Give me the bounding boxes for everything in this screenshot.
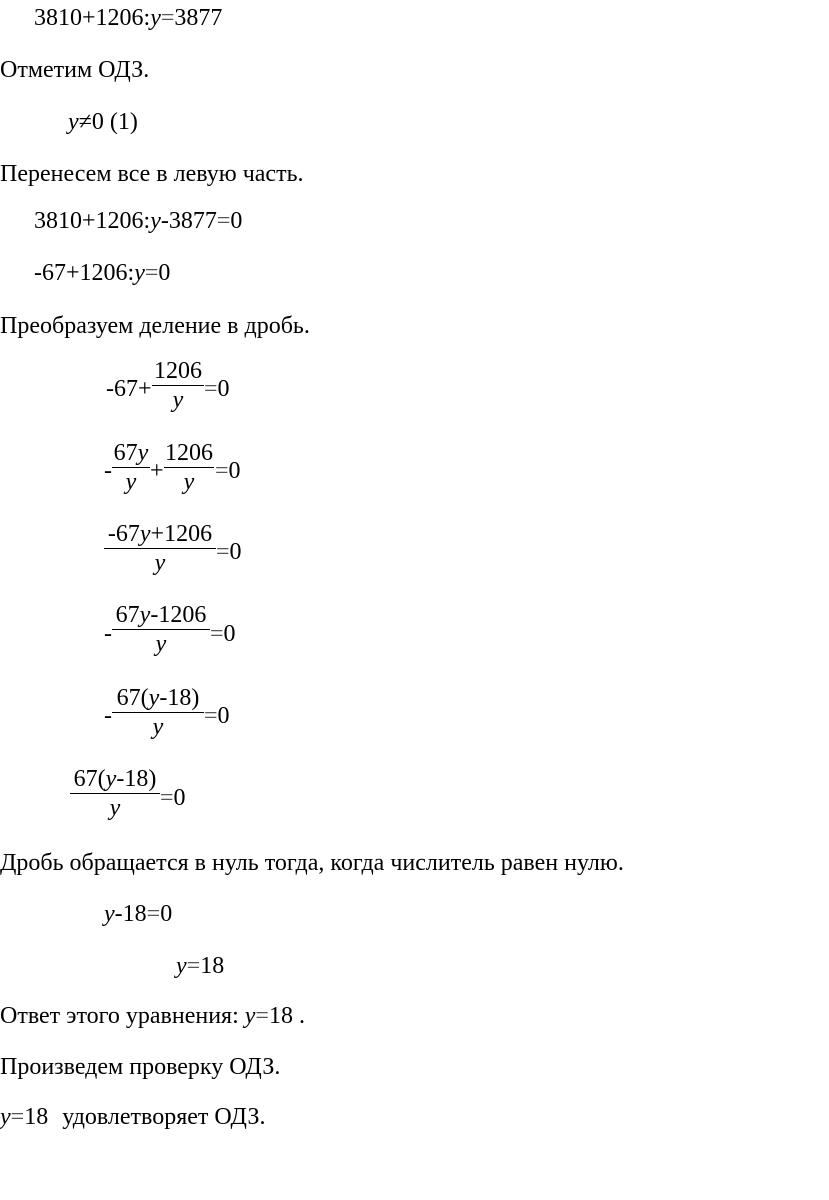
final-equals: = xyxy=(10,1104,25,1130)
f6-denominator: y xyxy=(109,795,121,821)
odz-neq: ≠ xyxy=(78,109,92,135)
answer-value: 18 . xyxy=(268,1003,305,1029)
f2-fraction-a xyxy=(112,440,150,495)
eq1-left: 3810+1206: xyxy=(34,5,151,31)
f5-numerator: 67(y-18) xyxy=(112,685,204,713)
eq4-zero: 0 xyxy=(160,901,173,927)
f6-fraction xyxy=(70,766,160,821)
zero-rule-text: Дробь обращается в нуль тогда, когда числитель равен нулю. xyxy=(0,850,624,876)
eq3-var: y xyxy=(134,260,145,286)
f6-numerator: 67(y-18) xyxy=(70,766,160,794)
f4-equals: = xyxy=(210,621,224,647)
equation-simplified xyxy=(34,259,170,287)
f2-denominator-b: y xyxy=(183,469,195,495)
f5-zero: 0 xyxy=(217,703,230,729)
f3-numerator: -67y+1206 xyxy=(104,521,216,549)
f4-fraction xyxy=(112,602,210,657)
f5-minus: - xyxy=(104,703,112,729)
f3-equals: = xyxy=(216,539,230,565)
f4-tail xyxy=(210,620,236,648)
f5-denominator: y xyxy=(152,714,164,740)
eq4-minus: -18 xyxy=(114,901,147,927)
f2-numerator-a xyxy=(112,440,150,468)
f2-numerator-b: 1206 xyxy=(165,440,213,466)
f1-equals: = xyxy=(204,376,218,402)
f1-tail xyxy=(204,375,230,403)
eq1-right: 3877 xyxy=(174,5,223,31)
fraction-heading: Преобразуем деление в дробь. xyxy=(0,313,310,339)
f2-equals: = xyxy=(215,458,229,484)
f4-zero: 0 xyxy=(223,621,236,647)
move-heading: Перенесем все в левую часть. xyxy=(0,161,304,187)
answer-equals: = xyxy=(255,1003,269,1029)
f2-plus: + xyxy=(150,458,164,484)
equation-original xyxy=(34,4,222,32)
answer-line xyxy=(0,1002,305,1030)
f4-numerator: 67y-1206 xyxy=(112,602,210,630)
equation-numerator-zero xyxy=(104,900,172,928)
eq1-var: y xyxy=(150,5,161,31)
f4-minus: - xyxy=(104,621,112,647)
eq5-equals: = xyxy=(186,953,201,979)
answer-var: y xyxy=(244,1003,256,1029)
odz-condition xyxy=(68,108,138,136)
f3-tail xyxy=(216,538,242,566)
f2-minus: - xyxy=(104,458,112,484)
f3-denominator: y xyxy=(154,550,166,576)
final-text: удовлетворяет ОДЗ. xyxy=(62,1104,266,1130)
f2-num-a-text: 67y xyxy=(113,440,149,466)
eq2-left: 3810+1206: xyxy=(34,208,151,234)
eq5-value: 18 xyxy=(200,953,225,979)
equation-moved xyxy=(34,207,242,235)
odz-var: y xyxy=(68,109,79,135)
f1-fraction xyxy=(152,358,204,413)
f4-denominator: y xyxy=(155,631,167,657)
check-heading: Произведем проверку ОДЗ. xyxy=(0,1054,281,1080)
f5-equals: = xyxy=(204,703,218,729)
eq2-var: y xyxy=(150,208,161,234)
final-value: 18 xyxy=(24,1104,49,1130)
f1-prefix: -67+ xyxy=(106,376,152,402)
f2-zero: 0 xyxy=(228,458,241,484)
f5-tail xyxy=(204,702,230,730)
f2-fraction-b xyxy=(164,440,214,495)
f3-zero: 0 xyxy=(229,539,242,565)
f1-zero: 0 xyxy=(217,376,230,402)
final-var: y xyxy=(0,1104,11,1130)
eq1-equals: = xyxy=(160,5,175,31)
f3-fraction xyxy=(104,521,216,576)
eq3-left: -67+1206: xyxy=(34,260,135,286)
f6-tail xyxy=(160,784,186,812)
eq2-equals: = xyxy=(216,208,231,234)
answer-text: Ответ этого уравнения: xyxy=(0,1003,245,1029)
f5-fraction xyxy=(112,685,204,740)
eq2-zero: 0 xyxy=(230,208,243,234)
eq3-zero: 0 xyxy=(158,260,171,286)
f6-zero: 0 xyxy=(173,785,186,811)
f1-numerator: 1206 xyxy=(154,358,202,384)
f6-equals: = xyxy=(160,785,174,811)
eq4-var: y xyxy=(104,901,115,927)
equation-solution xyxy=(176,952,224,980)
f2-tail xyxy=(215,457,241,485)
eq5-var: y xyxy=(176,953,187,979)
f2-denominator-a: y xyxy=(125,469,137,495)
eq4-equals: = xyxy=(146,901,161,927)
odz-heading: Отметим ОДЗ. xyxy=(0,57,150,83)
eq3-equals: = xyxy=(144,260,159,286)
final-line xyxy=(0,1103,266,1131)
eq2-minus: -3877 xyxy=(160,208,217,234)
f1-denominator: y xyxy=(172,387,184,413)
odz-cond: 0 (1) xyxy=(91,109,138,135)
